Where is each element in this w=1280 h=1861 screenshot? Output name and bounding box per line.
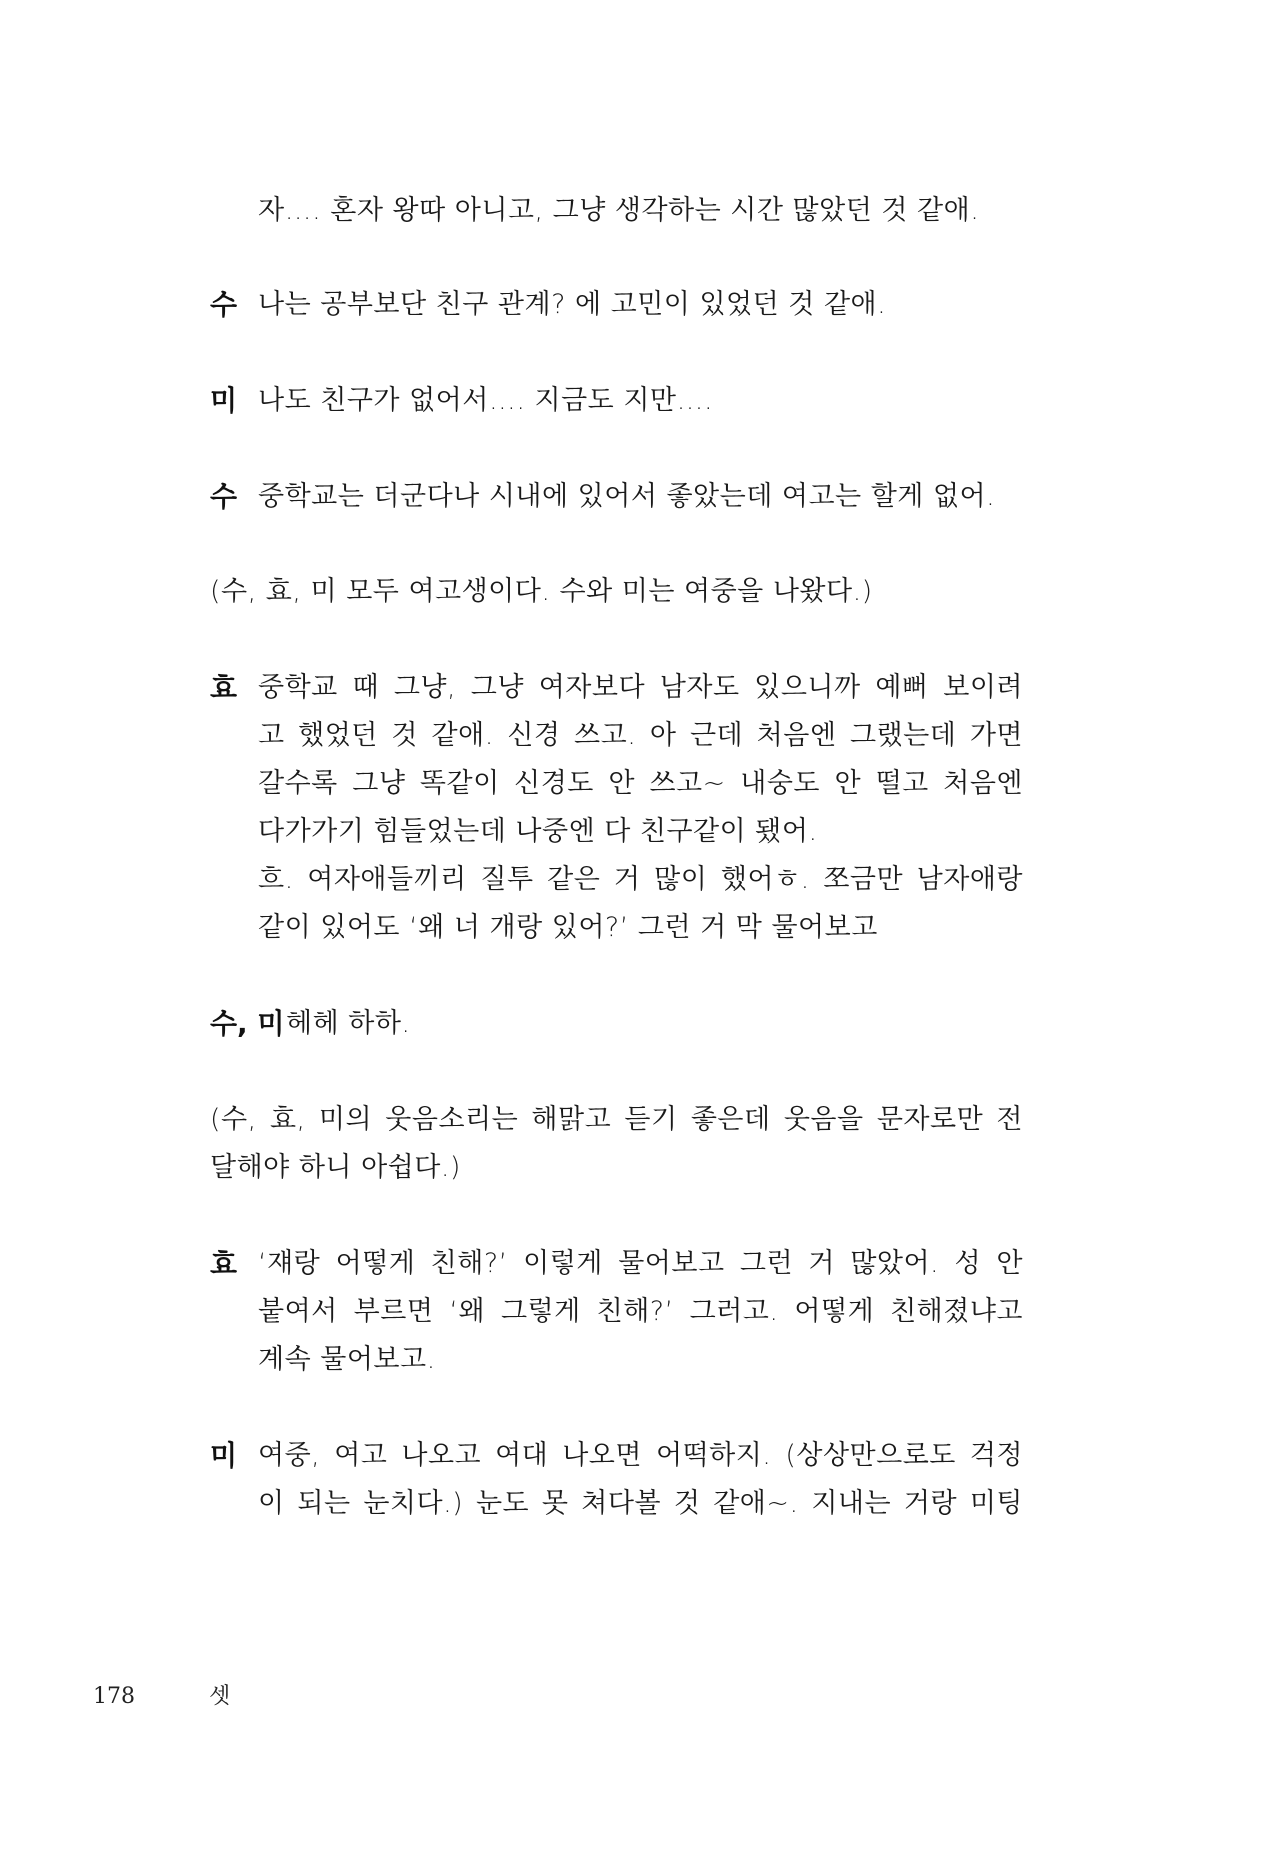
speaker-label: 미: [210, 384, 238, 417]
dialogue-line: 붙여서 부르면 ‘왜 그렇게 친해?’ 그러고. 어떻게 친해졌냐고: [258, 1296, 1023, 1327]
speaker-label: 수, 미: [210, 1007, 285, 1040]
speaker-label: 미: [210, 1439, 238, 1472]
speaker-label: 효: [210, 1247, 238, 1280]
dialogue-line: 중학교는 더군다나 시내에 있어서 좋았는데 여고는 할게 없어.: [258, 481, 996, 512]
dialogue-line: 헤헤 하하.: [286, 1008, 411, 1039]
page-number: 178: [93, 1684, 135, 1709]
dialogue-line: 다가가기 힘들었는데 나중엔 다 친구같이 됐어.: [258, 816, 818, 847]
dialogue-line: 계속 물어보고.: [258, 1344, 436, 1375]
dialogue-line: 갈수록 그냥 똑같이 신경도 안 쓰고~ 내숭도 안 떨고 처음엔: [258, 768, 1023, 799]
speaker-label: 효: [210, 671, 238, 704]
stage-direction: 달해야 하니 아쉽다.): [210, 1152, 461, 1183]
dialogue-line: 이 되는 눈치다.) 눈도 못 쳐다볼 것 같애~. 지내는 거랑 미팅: [258, 1488, 1023, 1519]
dialogue-line: 같이 있어도 ‘왜 너 개랑 있어?’ 그런 거 막 물어보고: [258, 912, 878, 943]
dialogue-line: 중학교 때 그냥, 그냥 여자보다 남자도 있으니까 예뻐 보이려: [258, 672, 1023, 703]
stage-direction: (수, 효, 미의 웃음소리는 해맑고 듣기 좋은데 웃음을 문자로만 전: [210, 1104, 1023, 1135]
dialogue-line: 여중, 여고 나오고 여대 나오면 어떡하지. (상상만으로도 걱정: [258, 1440, 1023, 1471]
section-title: 셋: [209, 1684, 231, 1709]
dialogue-line: 고 했었던 것 같애. 신경 쓰고. 아 근데 처음엔 그랬는데 가면: [258, 720, 1023, 751]
dialogue-line: 흐. 여자애들끼리 질투 같은 거 많이 했어ㅎ. 쪼금만 남자애랑: [258, 864, 1023, 895]
dialogue-line: 나도 친구가 없어서…. 지금도 지만….: [258, 385, 714, 416]
stage-direction: (수, 효, 미 모두 여고생이다. 수와 미는 여중을 나왔다.): [210, 576, 873, 607]
dialogue-line: ‘쟤랑 어떻게 친해?’ 이렇게 물어보고 그런 거 많았어. 성 안: [258, 1248, 1023, 1279]
speaker-label: 수: [210, 480, 238, 513]
speaker-label: 수: [210, 288, 238, 321]
dialogue-continuation: 자…. 혼자 왕따 아니고, 그냥 생각하는 시간 많았던 것 같애.: [258, 195, 980, 226]
dialogue-line: 나는 공부보단 친구 관계? 에 고민이 있었던 것 같애.: [258, 289, 887, 320]
